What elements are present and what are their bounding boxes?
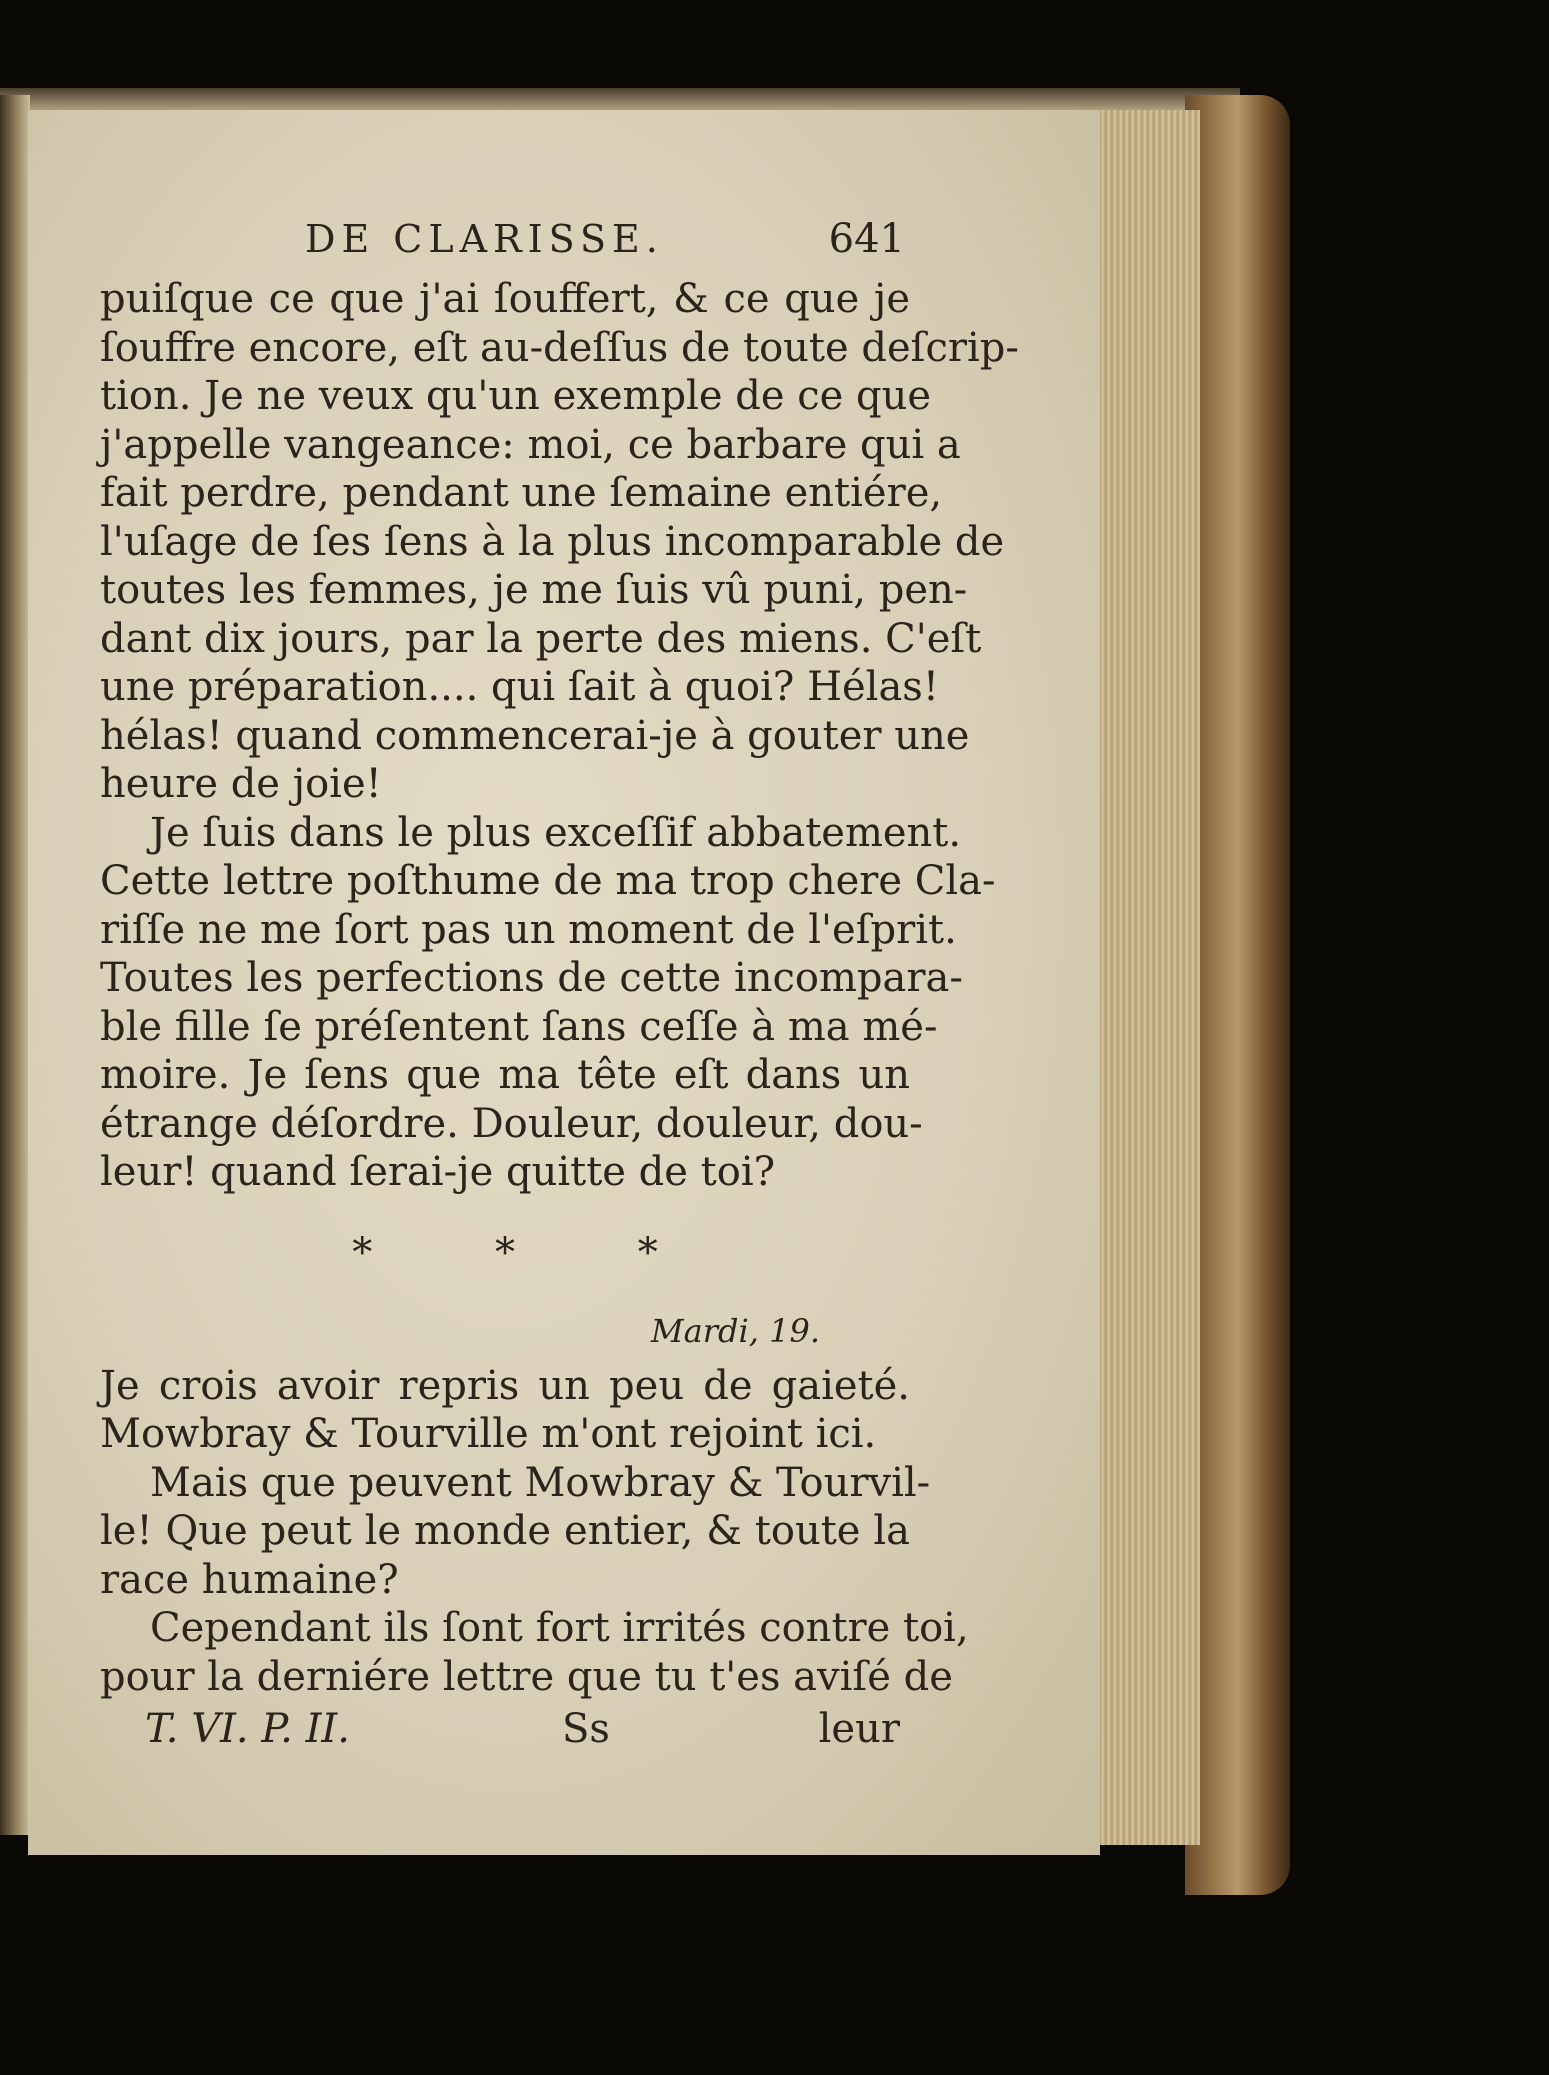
text-line: moire. Je ſens que ma tête eſt dans un (100, 1052, 910, 1098)
text-line: hélas! quand commencerai-je à gouter une (100, 712, 970, 759)
text-line: Je crois avoir repris un peu de gaieté. (100, 1362, 910, 1409)
text-line: pour la derniére lettre que tu t'es aviſé de (100, 1653, 953, 1700)
text-line: une préparation.... qui ſait à quoi? Hélas! (100, 664, 939, 710)
facing-page-edge (0, 95, 30, 1835)
first-passage (100, 275, 1019, 1197)
text-line: dant dix jours, par la perte des miens. C'eſt (100, 615, 982, 662)
gathering-mark: Ss (562, 1706, 610, 1752)
text-line: j'appelle vangeance: moi, ce barbare qui a (100, 421, 961, 468)
text-line: étrange déſordre. Douleur, douleur, dou- (100, 1100, 923, 1147)
text-line: Mowbray & Tourville m'ont rejoint ici. (100, 1411, 877, 1457)
second-passage (100, 1362, 969, 1702)
text-line: riſſe ne me ſort pas un moment de l'eſprit. (100, 906, 957, 953)
text-line: fait perdre, pendant une ſemaine entiére, (100, 470, 943, 516)
page-fore-edge (1085, 110, 1200, 1845)
dateline: Mardi, 19. (650, 1312, 820, 1350)
book-cover-edge (1185, 95, 1290, 1895)
page-number: 641 (828, 216, 905, 262)
page-text (100, 215, 1019, 1755)
text-line: tion. Je ne veux qu'un exemple de ce que (100, 373, 932, 419)
text-line: le! Que peut le monde entier, & toute la (100, 1508, 910, 1554)
text-line: l'uſage de ſes ſens à la plus incomparable de (100, 518, 1005, 565)
text-line: race humaine? (100, 1556, 399, 1603)
text-line: Cette lettre poſthume de ma trop chere Cla- (100, 858, 996, 904)
catchword: leur (818, 1706, 900, 1752)
text-line: Mais que peuvent Mowbray & Tourvil- (150, 1459, 931, 1506)
text-line: ble fille ſe préſentent ſans ceſſe à ma mé- (100, 1003, 938, 1050)
running-title: DE CLARISSE. (305, 217, 664, 261)
running-header (100, 215, 910, 275)
page-footer (100, 1705, 910, 1755)
section-separator: * * * (352, 1229, 713, 1276)
text-line: Je ſuis dans le plus exceſſif abbatement. (150, 809, 962, 856)
text-line: Toutes les perfections de cette incompara- (100, 955, 963, 1001)
text-line: heure de joie! (100, 761, 382, 807)
text-line: toutes les femmes, je me ſuis vû puni, pen- (100, 567, 968, 613)
text-line: puiſque ce que j'ai ſouffert, & ce que je (100, 276, 910, 322)
signature-mark: T. VI. P. II. (145, 1706, 350, 1752)
text-line: Cependant ils ſont fort irrités contre toi, (150, 1605, 969, 1651)
text-line: leur! quand ſerai-je quitte de toi? (100, 1149, 776, 1195)
text-line: ſouffre encore, eſt au-deſſus de toute deſcrip- (100, 324, 1019, 371)
